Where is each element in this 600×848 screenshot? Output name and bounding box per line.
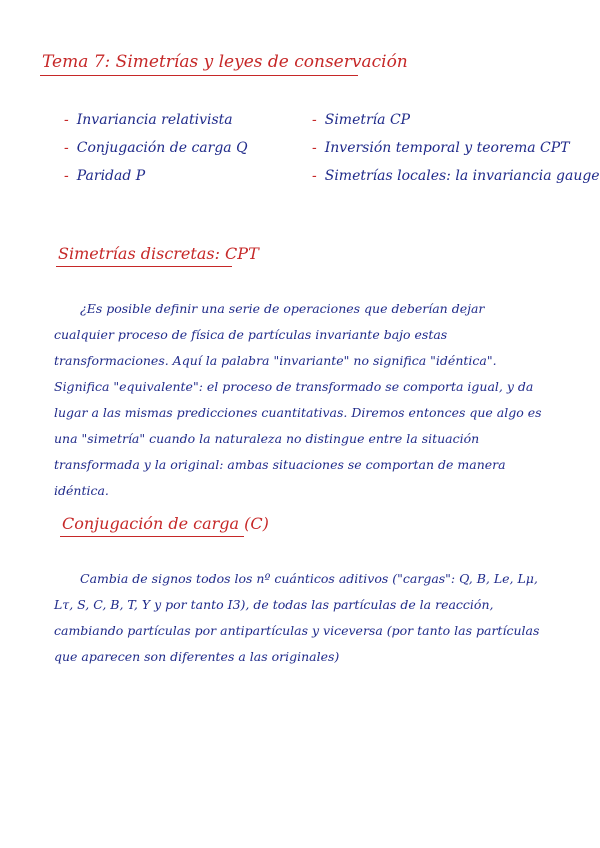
paragraph-discrete-symmetries: ¿Es posible definir una serie de operaciones que deberían dejar cualquier proceso de física de partículas invariante bajo estas transformaciones. Aquí la palabra "invariante" no significa "idéntica". Significa "equivalente": el proceso de transformado se comporta igual, y da lugar a las mismas predicciones cuantitativas. Diremos entonces que algo es una "simetría" cuando la naturaleza no distingue entre la situación transformada y la original: ambas situaciones se comportan de manera idéntica. [54, 301, 542, 498]
topic-label: Simetría CP [324, 112, 411, 128]
section-title-charge-conjugation: Conjugación de carga (C) [62, 514, 269, 533]
dash-icon: - [312, 168, 317, 184]
topic-item [64, 110, 248, 138]
topic-label: Inversión temporal y teorema CPT [324, 140, 570, 156]
section-underline [56, 266, 232, 267]
topic-list-right [312, 110, 600, 194]
dash-icon: - [312, 112, 317, 128]
topic-label: Invariancia relativista [76, 112, 233, 128]
page-title: Tema 7: Simetrías y leyes de conservación [42, 52, 408, 72]
section-underline [60, 536, 244, 537]
topic-item [312, 166, 600, 194]
topic-list-left [64, 110, 248, 194]
section-title-discrete-symmetries: Simetrías discretas: CPT [58, 244, 259, 263]
topic-label: Paridad P [76, 168, 146, 184]
dash-icon: - [64, 168, 69, 184]
topic-item [312, 138, 600, 166]
topic-item [64, 138, 248, 166]
dash-icon: - [64, 112, 69, 128]
dash-icon: - [312, 140, 317, 156]
topic-item [312, 110, 600, 138]
topic-item [64, 166, 248, 194]
topic-label: Conjugación de carga Q [76, 140, 248, 156]
title-underline [40, 75, 358, 76]
paragraph-charge-conjugation: Cambia de signos todos los nº cuánticos aditivos ("cargas": Q, B, Le, Lμ, Lτ, S, C, B, T, Y y por tanto I3), de todas las partículas de la reacción, cambiando partículas por antipartículas y viceversa (por tanto las partículas que aparecen son diferentes a las originales) [54, 571, 540, 664]
dash-icon: - [64, 140, 69, 156]
topic-label: Simetrías locales: la invariancia gauge [324, 168, 600, 184]
